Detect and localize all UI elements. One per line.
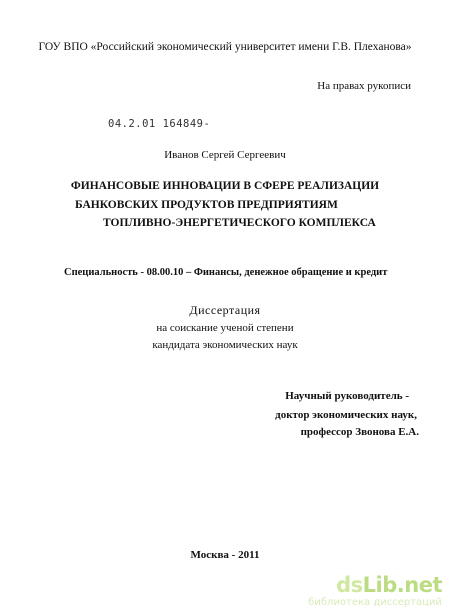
watermark-logo-part-1: ds [336,573,363,597]
supervisor-line-1: Научный руководитель - [285,390,409,402]
institution-name: ГОУ ВПО «Российский экономический университет имени Г.В. Плеханова» [38,41,412,53]
registration-stamp: 04.2.01 164849- [108,118,211,130]
author-name: Иванов Сергей Сергеевич [164,149,286,161]
title-line-2: БАНКОВСКИХ ПРОДУКТОВ ПРЕДПРИЯТИЯМ [75,199,338,211]
work-type: Диссертация [189,303,261,317]
city-year: Москва - 2011 [190,549,260,561]
degree-line-2: кандидата экономических наук [152,339,298,351]
dslib-watermark [308,574,442,608]
watermark-logo [308,574,442,596]
watermark-subtitle: библиотека диссертаций [308,597,442,608]
title-line-3: ТОПЛИВНО-ЭНЕРГЕТИЧЕСКОГО КОМПЛЕКСА [103,217,376,229]
manuscript-rights-note: На правах рукописи [317,80,411,92]
supervisor-line-2: доктор экономических наук, [275,409,417,421]
degree-line-1: на соискание ученой степени [156,322,294,334]
speciality-line: Специальность - 08.00.10 – Финансы, денежное обращение и кредит [64,267,388,278]
title-line-1: ФИНАНСОВЫЕ ИННОВАЦИИ В СФЕРЕ РЕАЛИЗАЦИИ [70,180,380,192]
watermark-logo-part-2: Lib.net [362,573,442,597]
supervisor-line-3: профессор Звонова Е.А. [300,426,419,438]
